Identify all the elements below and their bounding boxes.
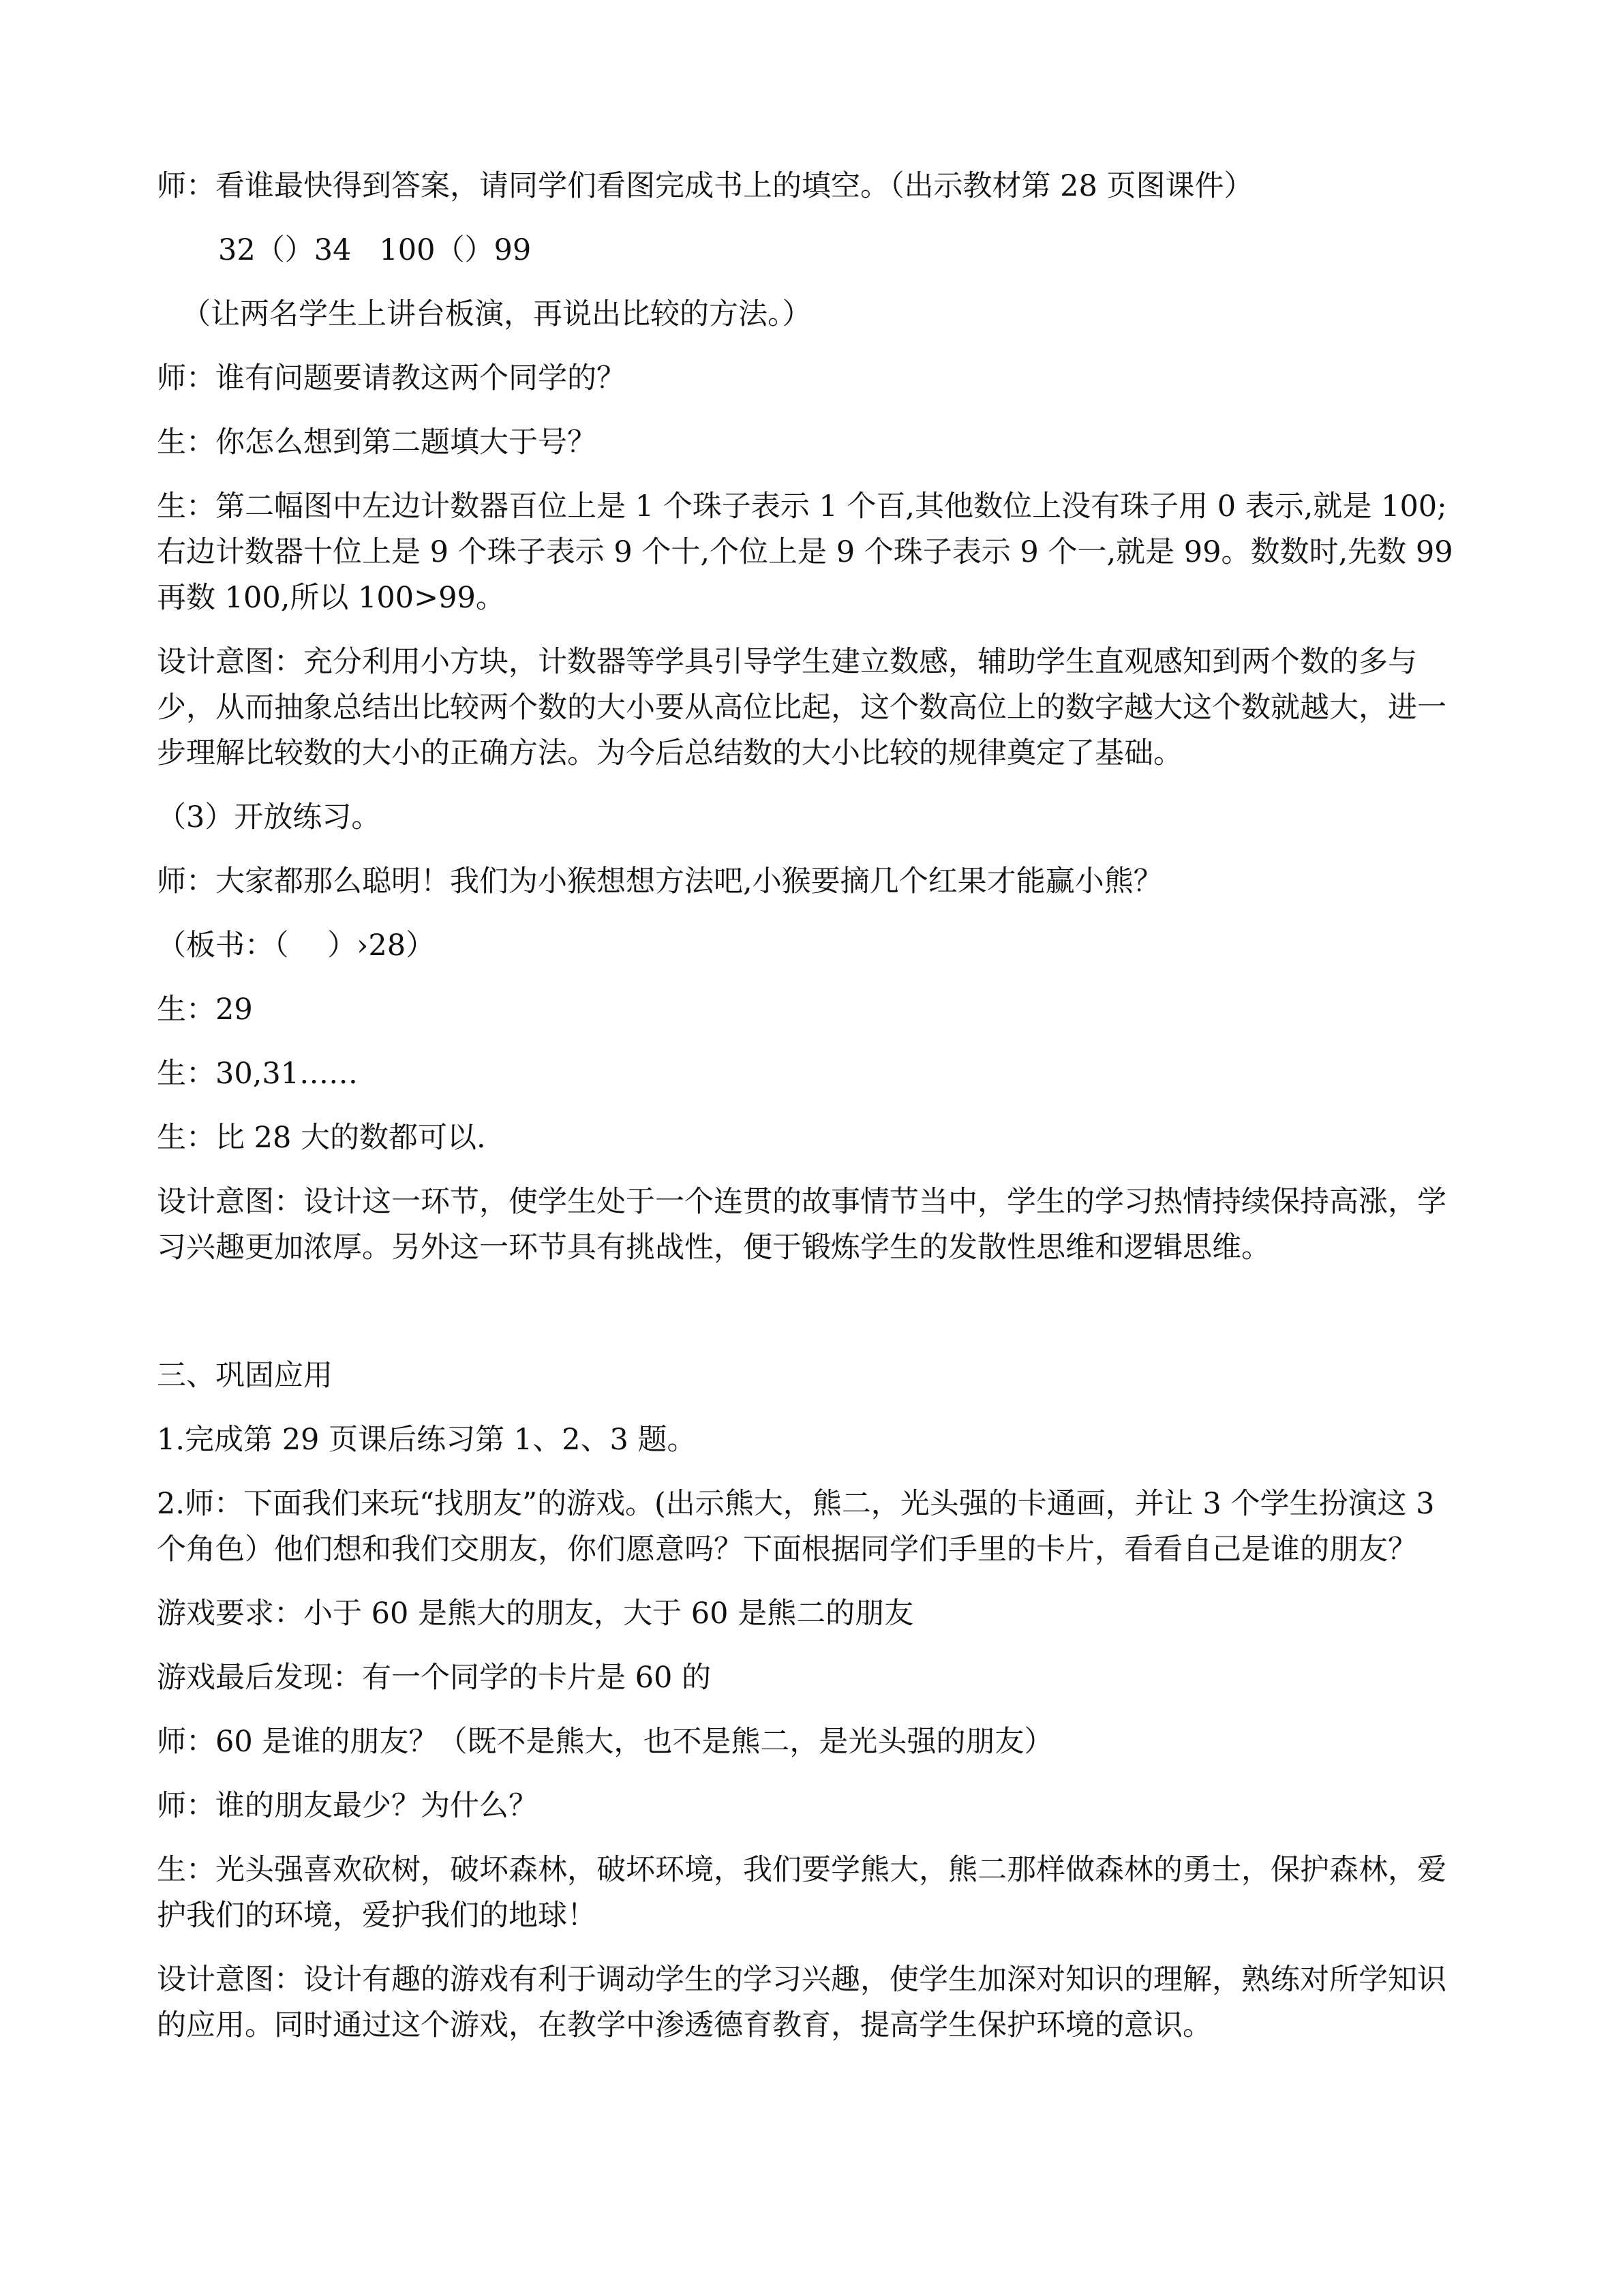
blackboard-note: （板书：（ ）›28）: [157, 928, 436, 963]
student-explanation: 生：第二幅图中左边计数器百位上是 1 个珠子表示 1 个百,其他数位上没有珠子用 0 表示,就是 100;右边计数器十位上是 9 个珠子表示 9 个十,个位上是 9 个珠子表示 9 个一,就是 99。数数时,先数 99 再数 100,所以 100>99。: [157, 489, 1463, 615]
student-environment-answer: 生：光头强喜欢砍树，破坏森林，破坏环境，我们要学熊大，熊二那样做森林的勇士，保护森林，爱护我们的环境，爱护我们的地球！: [157, 1853, 1446, 1933]
section-gap: [157, 1289, 1466, 1353]
student-question: 生：你怎么想到第二题填大于号？: [157, 425, 596, 459]
design-intent-2: 设计意图：设计这一环节，使学生处于一个连贯的故事情节当中，学生的学习热情持续保持高涨，学习兴趣更加浓厚。另外这一环节具有挑战性，便于锻炼学生的发散性思维和逻辑思维。: [157, 1185, 1446, 1265]
board-demo-instruction: （让两名学生上讲台板演，再说出比较的方法。）: [181, 297, 812, 331]
design-intent-1: 设计意图：充分利用小方块，计数器等学具引导学生建立数感，辅助学生直观感知到两个数的多与少，从而抽象总结出比较两个数的大小要从高位比起，这个数高位上的数字越大这个数就越大，进一步理解比较数的大小的正确方法。为今后总结数的大小比较的规律奠定了基础。: [157, 645, 1446, 770]
exercise-item-1: 1.完成第 29 页课后练习第 1、2、3 题。: [157, 1423, 697, 1457]
teacher-prompt-textbook: 师：看谁最快得到答案，请同学们看图完成书上的填空。（出示教材第 28 页图课件）: [157, 169, 1254, 203]
document-page: [157, 164, 1466, 2067]
teacher-question: 师：谁有问题要请教这两个同学的？: [157, 361, 626, 395]
teacher-60-question: 师：60 是谁的朋友？（既不是熊大，也不是熊二，是光头强的朋友）: [157, 1725, 1054, 1759]
design-intent-3: 设计意图：设计有趣的游戏有利于调动学生的学习兴趣，使学生加深对知识的理解，熟练对所学知识的应用。同时通过这个游戏，在教学中渗透德育教育，提高学生保护环境的意识。: [157, 1963, 1446, 2042]
open-practice-heading: （3）开放练习。: [157, 800, 381, 834]
student-answer-3: 生：比 28 大的数都可以.: [157, 1121, 486, 1155]
game-finding: 游戏最后发现：有一个同学的卡片是 60 的: [157, 1661, 712, 1695]
student-answer-2: 生：30,31……: [157, 1057, 359, 1091]
game-rules: 游戏要求：小于 60 是熊大的朋友，大于 60 是熊二的朋友: [157, 1597, 914, 1631]
teacher-monkey-question: 师：大家都那么聪明！我们为小猴想想方法吧,小猴要摘几个红果才能赢小熊？: [157, 864, 1163, 898]
teacher-fewest-friends: 师：谁的朋友最少？为什么？: [157, 1789, 538, 1823]
section-heading-consolidation: 三、巩固应用: [157, 1359, 333, 1393]
exercise-item-2: 2.师：下面我们来玩“找朋友”的游戏。(出示熊大，熊二，光头强的卡通画，并让 3 个学生扮演这 3 个角色）他们想和我们交朋友，你们愿意吗？下面根据同学们手里的卡片，看看自己是谁的朋友？: [157, 1487, 1444, 1567]
comparison-exercise: 32（）34 100（）99: [218, 233, 532, 267]
student-answer-1: 生：29: [157, 993, 253, 1027]
